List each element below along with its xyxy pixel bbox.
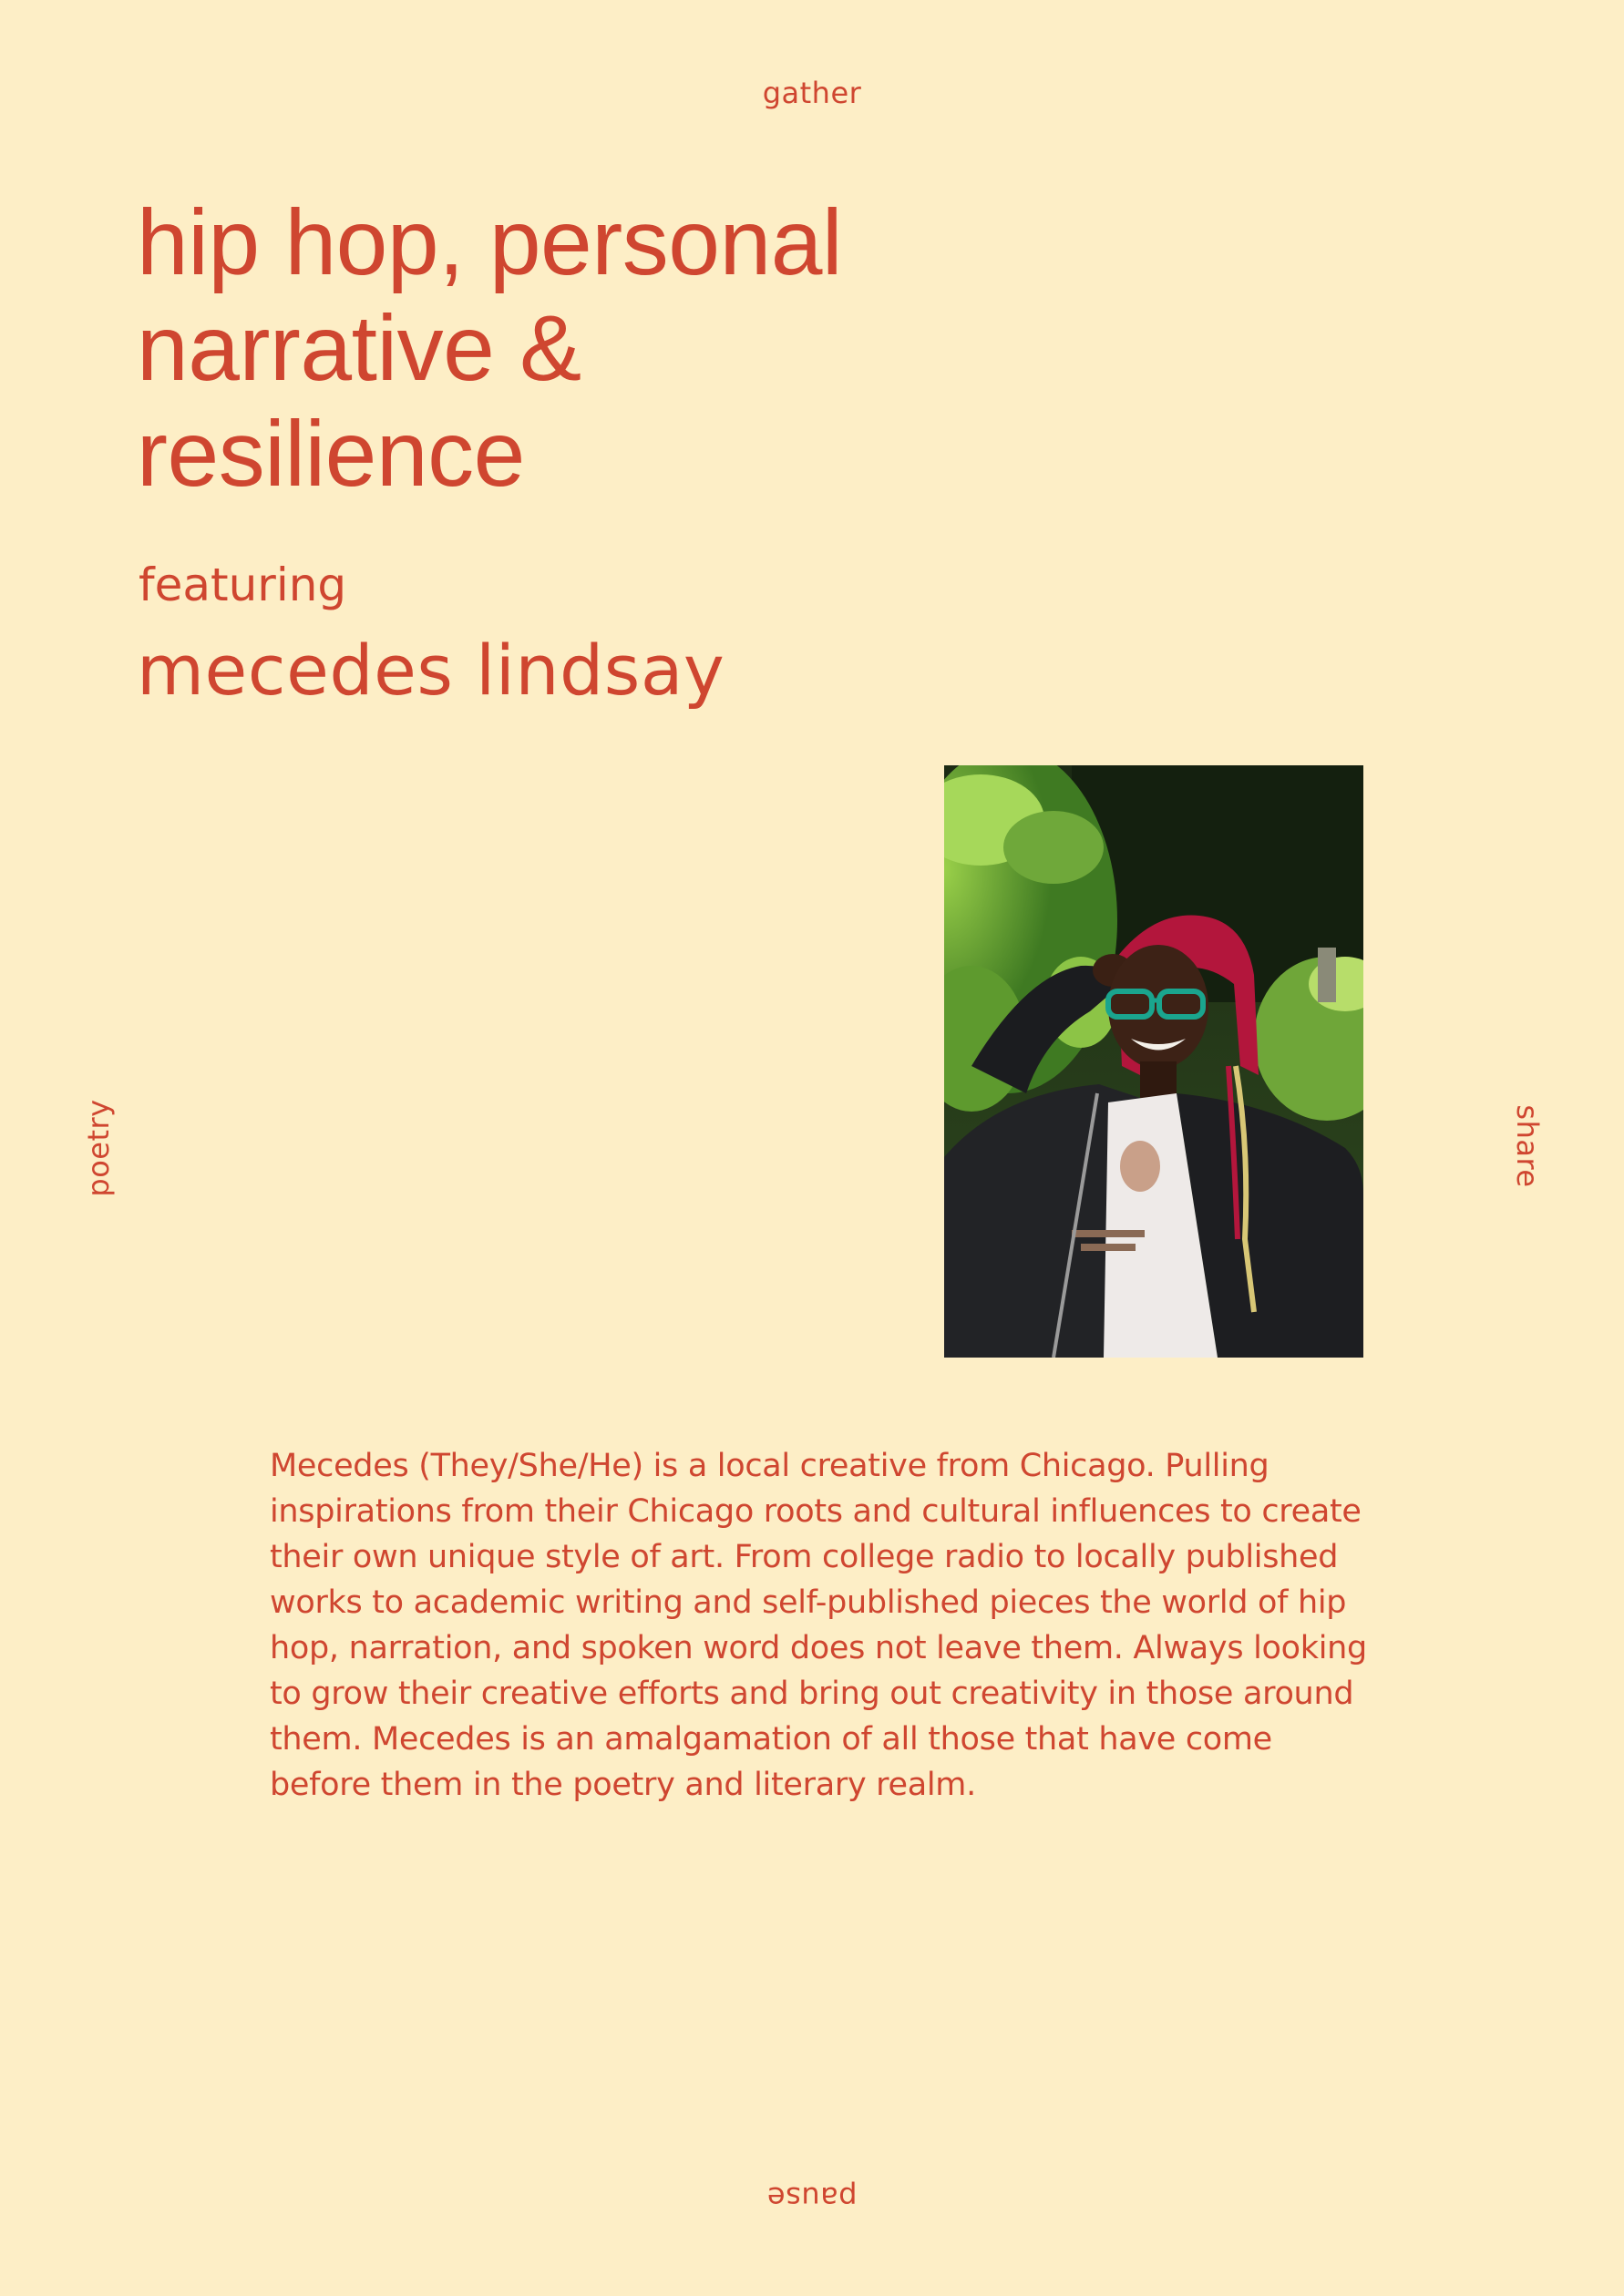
edge-label-left: poetry [81, 1099, 116, 1197]
edge-label-bottom: pause [766, 2180, 858, 2215]
portrait-photo [944, 765, 1363, 1358]
bio-paragraph: Mecedes (They/She/He) is a local creative from Chicago. Pulling inspirations from their Chicago roots and cultural influences to create their own unique style of art. From college radio to locally published works to academic writing and self-published pieces the world of hip hop, narration, and spoken word does not leave them. Always looking to grow their creative efforts and bring out creativity in those around them. Mecedes is an amalgamation of all those that have come before them in the poetry and literary realm. [270, 1448, 1367, 1803]
page-title: hip hop, personal narrative & resilience [137, 190, 843, 506]
edge-label-right: share [1510, 1104, 1545, 1188]
featuring-label: featuring [139, 559, 347, 611]
featured-name: mecedes lindsay [137, 630, 725, 711]
edge-label-top: gather [762, 76, 862, 110]
